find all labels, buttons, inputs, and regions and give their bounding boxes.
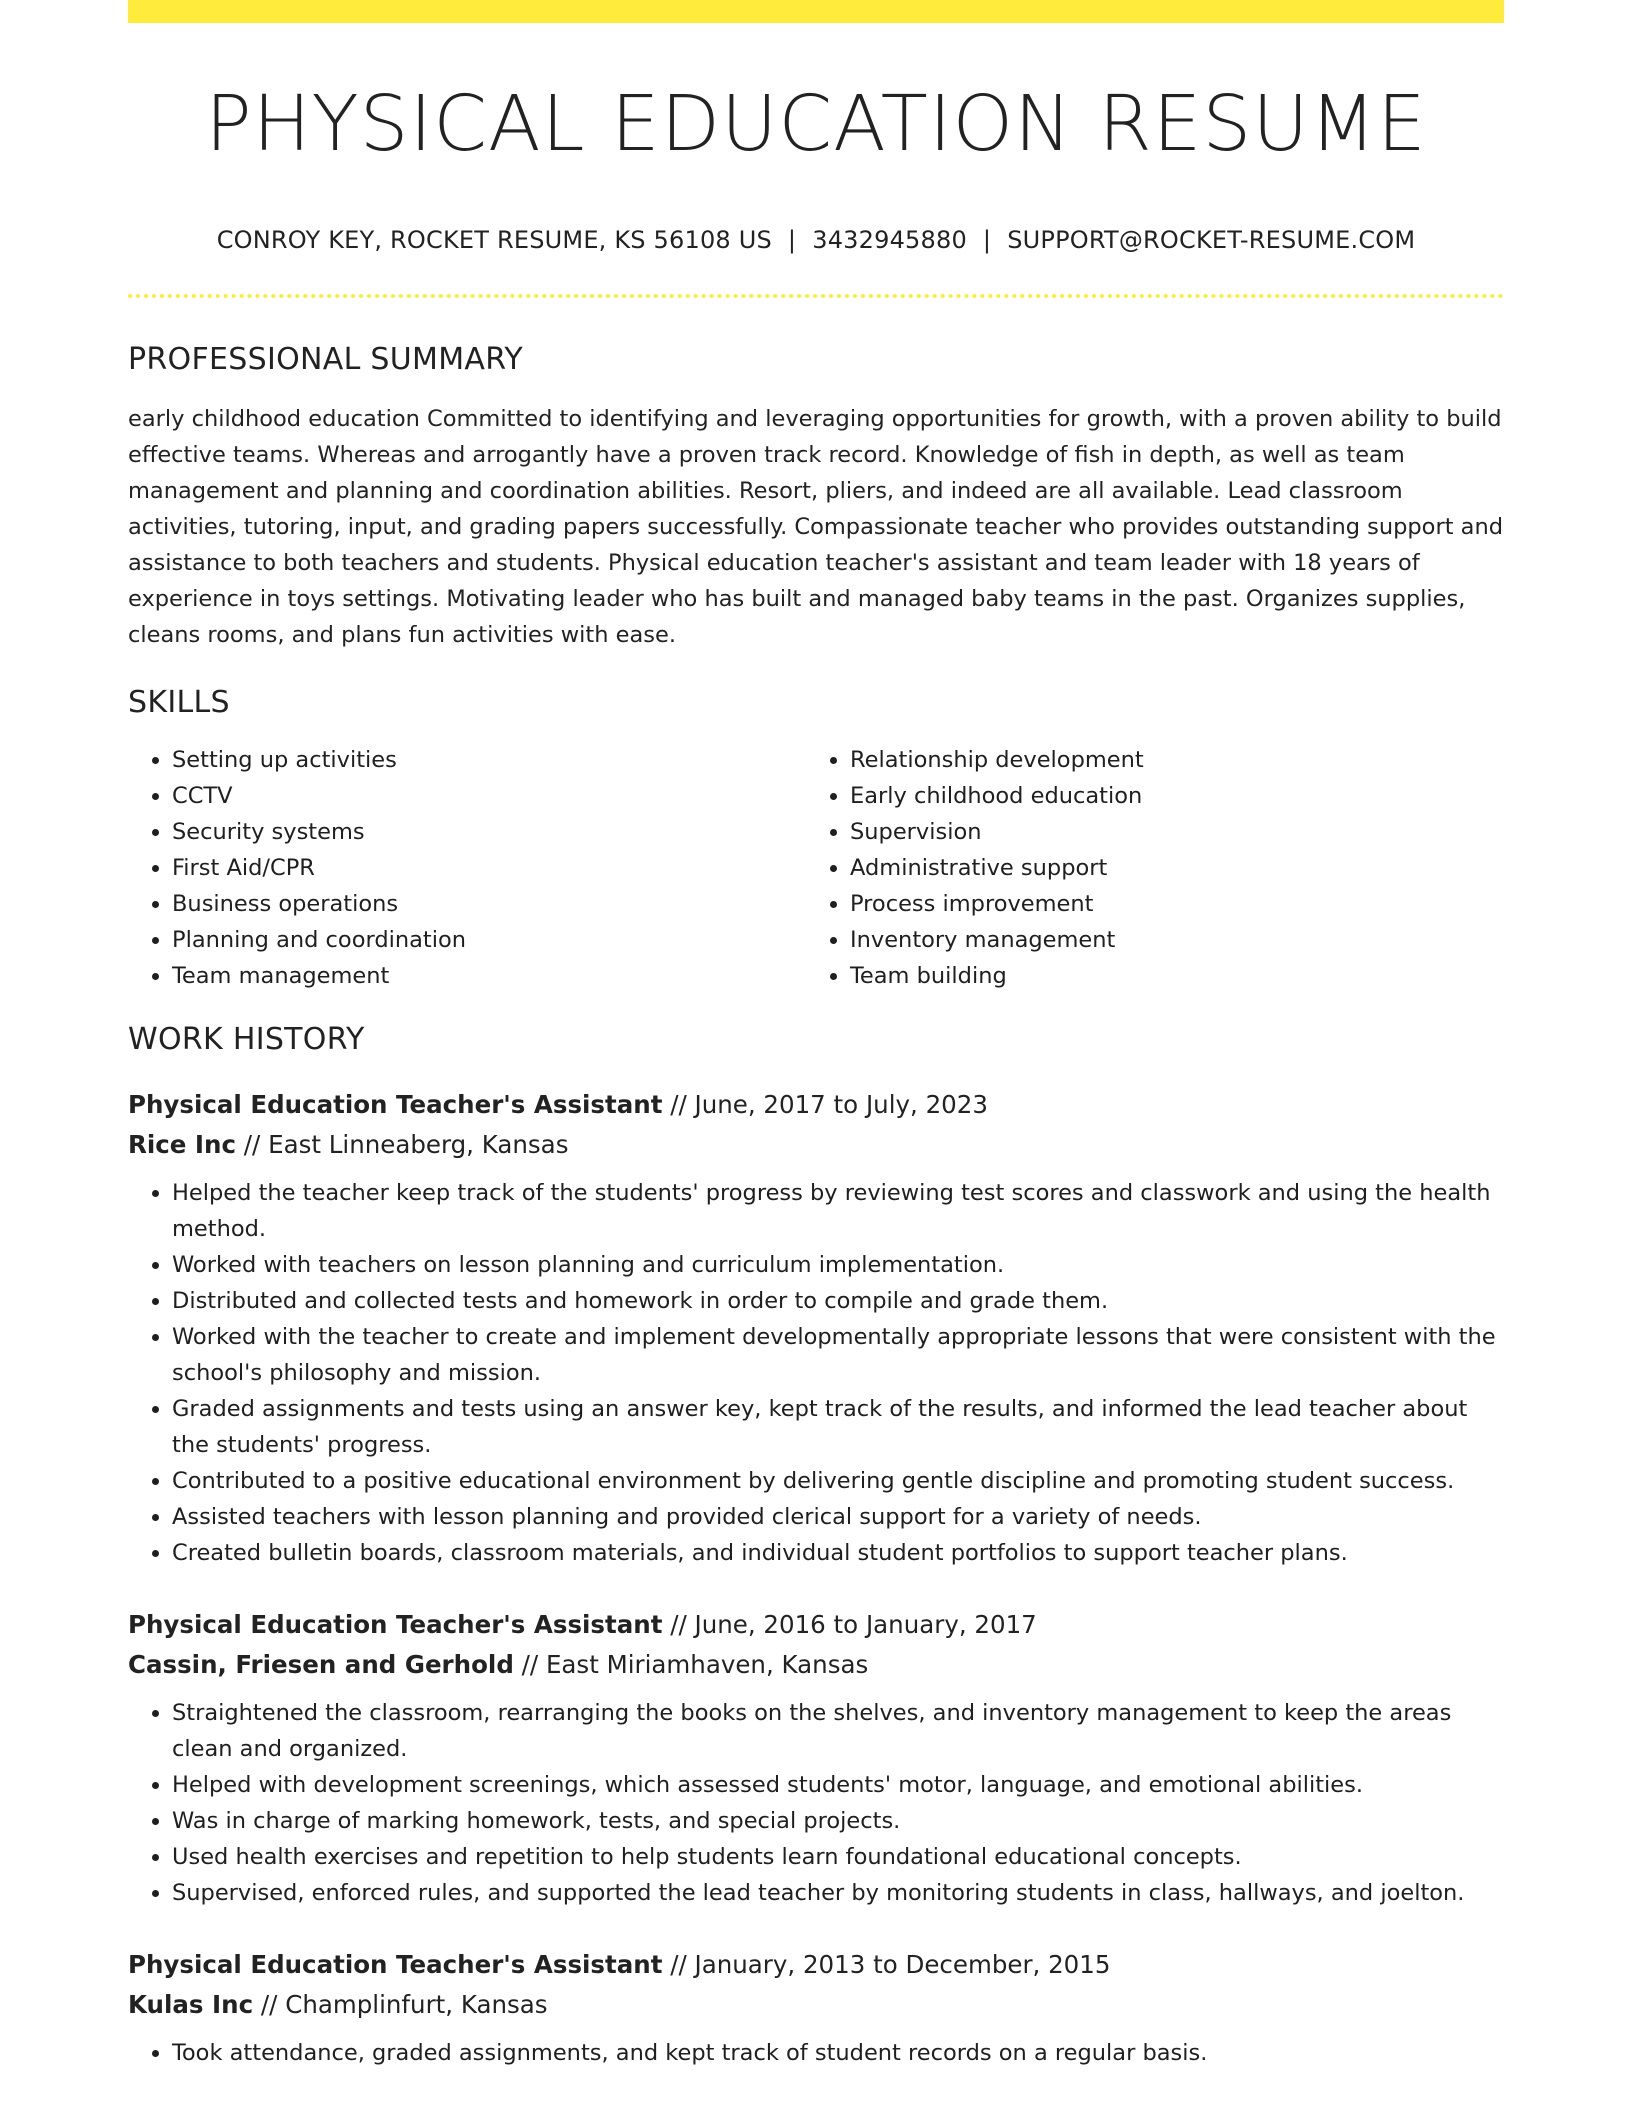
job-location: // Champlinfurt, Kansas [253, 1989, 548, 2019]
job-bullet: • Contributed to a positive educational environment by delivering gentle discipline and promoting student success. [172, 1463, 1504, 1499]
skill-item: • Process improvement [850, 886, 1484, 922]
job-title-line [128, 1945, 1504, 1985]
job-bullet: • Was in charge of marking homework, tests, and special projects. [172, 1803, 1504, 1839]
job-bullet: • Worked with teachers on lesson planning and curriculum implementation. [172, 1247, 1504, 1283]
job-entry [128, 1085, 1504, 1571]
job-company: Rice Inc [128, 1129, 237, 1159]
skills-column-left [128, 742, 806, 994]
skill-item: • Planning and coordination [172, 922, 806, 958]
job-company-line [128, 1985, 1504, 2025]
job-entry [128, 1605, 1504, 1911]
job-bullet: • Created bulletin boards, classroom materials, and individual student portfolios to support teacher plans. [172, 1535, 1504, 1571]
job-role: Physical Education Teacher's Assistant [128, 1089, 663, 1119]
skills-column-right [806, 742, 1484, 994]
skills-heading: SKILLS [128, 684, 230, 720]
job-bullet: • Assisted teachers with lesson planning and provided clerical support for a variety of needs. [172, 1499, 1504, 1535]
job-bullet: • Helped the teacher keep track of the students' progress by reviewing test scores and classwork and using the health method. [172, 1175, 1504, 1247]
contact-address: CONROY KEY, ROCKET RESUME, KS 56108 US [216, 225, 772, 254]
contact-separator: | [787, 225, 797, 254]
job-title-line [128, 1085, 1504, 1125]
job-bullets [128, 2035, 1504, 2071]
job-location: // East Miriamhaven, Kansas [513, 1649, 869, 1679]
resume-title: PHYSICAL EDUCATION RESUME [205, 80, 1427, 169]
skill-item: • CCTV [172, 778, 806, 814]
skill-item: • Business operations [172, 886, 806, 922]
contact-line [128, 226, 1504, 254]
summary-text: early childhood education Committed to identifying and leveraging opportunities for growth, with a proven ability to build effective teams. Whereas and arrogantly have a proven track record. Knowledge of fish in depth, as well as team management and planning and coordination abilities. Resort, pliers, and indeed are all available. Lead classroom activities, tutoring, input, and grading papers successfully. Compassionate teacher who provides outstanding support and assistance to both teachers and students. Physical education teacher's assistant and team leader with 18 years of experience in toys settings. Motivating leader who has built and managed baby teams in the past. Organizes supplies, cleans rooms, and plans fun activities with ease. [128, 405, 1504, 648]
dotted-divider [128, 294, 1504, 298]
job-bullet: • Supervised, enforced rules, and supported the lead teacher by monitoring students in class, hallways, and joelton. [172, 1875, 1504, 1911]
job-entry [128, 1945, 1504, 2071]
skill-item: • Setting up activities [172, 742, 806, 778]
skills-list [128, 742, 1504, 994]
contact-separator: | [982, 225, 992, 254]
job-dates: // June, 2017 to July, 2023 [662, 1089, 988, 1119]
contact-email: SUPPORT@ROCKET-RESUME.COM [1007, 225, 1416, 254]
job-dates: // January, 2013 to December, 2015 [662, 1949, 1111, 1979]
summary-heading: PROFESSIONAL SUMMARY [128, 341, 524, 377]
skill-item: • Administrative support [850, 850, 1484, 886]
job-bullet: • Distributed and collected tests and homework in order to compile and grade them. [172, 1283, 1504, 1319]
skill-item: • Team building [850, 958, 1484, 994]
skill-item: • Security systems [172, 814, 806, 850]
job-bullet: • Straightened the classroom, rearranging the books on the shelves, and inventory management to keep the areas clean and organized. [172, 1695, 1504, 1767]
job-bullet: • Took attendance, graded assignments, and kept track of student records on a regular basis. [172, 2035, 1504, 2071]
skill-item: • First Aid/CPR [172, 850, 806, 886]
resume-page [128, 0, 1504, 2071]
skill-item: • Team management [172, 958, 806, 994]
skill-item: • Inventory management [850, 922, 1484, 958]
contact-phone: 3432945880 [812, 225, 967, 254]
job-company: Kulas Inc [128, 1989, 254, 2019]
job-role: Physical Education Teacher's Assistant [128, 1609, 663, 1639]
skill-item: • Relationship development [850, 742, 1484, 778]
job-title-line [128, 1605, 1504, 1645]
job-bullet: • Used health exercises and repetition to help students learn foundational educational concepts. [172, 1839, 1504, 1875]
work-history-heading: WORK HISTORY [128, 1021, 365, 1057]
job-company-line [128, 1645, 1504, 1685]
job-company-line [128, 1125, 1504, 1165]
job-company: Cassin, Friesen and Gerhold [128, 1649, 514, 1679]
skill-item: • Early childhood education [850, 778, 1484, 814]
job-bullets [128, 1175, 1504, 1571]
accent-top-bar [128, 0, 1504, 23]
job-role: Physical Education Teacher's Assistant [128, 1949, 663, 1979]
job-bullets [128, 1695, 1504, 1911]
job-location: // East Linneaberg, Kansas [236, 1129, 569, 1159]
job-bullet: • Helped with development screenings, which assessed students' motor, language, and emotional abilities. [172, 1767, 1504, 1803]
job-bullet: • Worked with the teacher to create and implement developmentally appropriate lessons that were consistent with the school's philosophy and mission. [172, 1319, 1504, 1391]
job-dates: // June, 2016 to January, 2017 [662, 1609, 1037, 1639]
skill-item: • Supervision [850, 814, 1484, 850]
job-bullet: • Graded assignments and tests using an answer key, kept track of the results, and informed the lead teacher about the students' progress. [172, 1391, 1504, 1463]
